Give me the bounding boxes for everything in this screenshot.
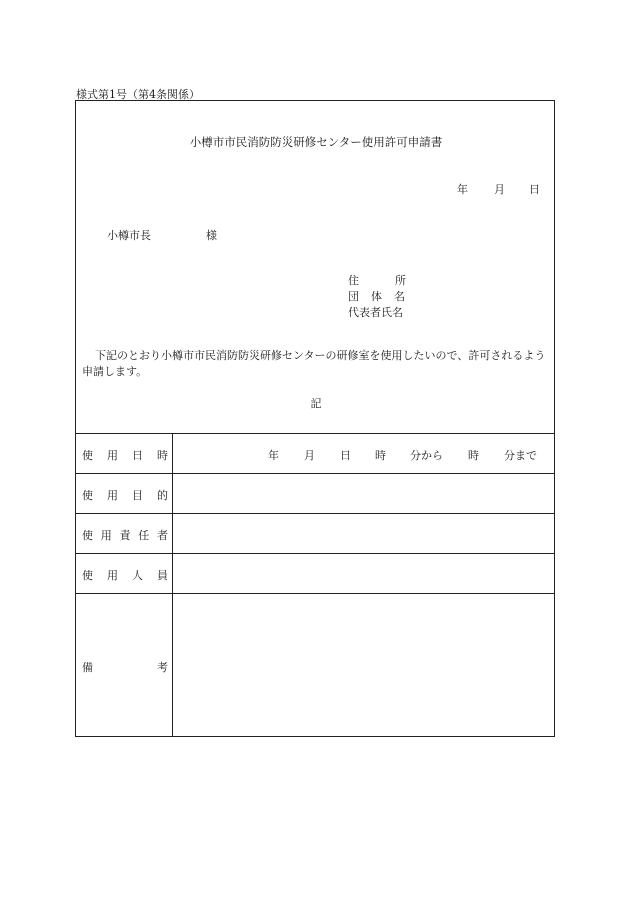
- date-year: 年: [457, 183, 468, 196]
- datetime-minute-from: 分から: [410, 449, 443, 462]
- label-usage-datetime: 使 用 日 時: [82, 449, 168, 462]
- date-month: 月: [494, 183, 505, 196]
- usage-purpose-field[interactable]: [173, 474, 554, 513]
- addressee-honorific: 様: [206, 229, 217, 242]
- applicant-group-label: 団 体 名: [348, 290, 405, 303]
- label-remarks: 備 考: [82, 661, 168, 674]
- datetime-month: 月: [304, 449, 315, 462]
- usage-people-field[interactable]: [173, 554, 554, 593]
- label-usage-purpose: 使 用 目 的: [82, 489, 168, 502]
- datetime-hour-from: 時: [375, 449, 386, 462]
- table-top-border: [76, 433, 554, 434]
- applicant-representative-label: 代表者氏名: [348, 306, 403, 319]
- datetime-year: 年: [268, 449, 279, 462]
- application-body-text: 下記のとおり小樽市市民消防防災研修センターの研修室を使用したいので、許可されるよう申請します。: [82, 349, 546, 378]
- application-form: [75, 100, 555, 737]
- addressee-name: 小樽市長: [107, 229, 151, 242]
- datetime-hour-to: 時: [468, 449, 479, 462]
- usage-manager-field[interactable]: [173, 514, 554, 553]
- label-usage-manager: 使 用 責 任 者: [82, 529, 168, 542]
- date-day: 日: [529, 183, 540, 196]
- form-title: 小樽市市民消防防災研修センター使用許可申請書: [189, 135, 443, 149]
- applicant-address-label: 住 所: [348, 274, 406, 287]
- datetime-minute-to: 分まで: [504, 449, 537, 462]
- form-number: 様式第1号（第4条関係）: [76, 88, 200, 101]
- label-usage-people: 使 用 人 員: [82, 569, 168, 582]
- remarks-field[interactable]: [173, 594, 554, 736]
- datetime-day: 日: [340, 449, 351, 462]
- ki-heading: 記: [310, 397, 322, 410]
